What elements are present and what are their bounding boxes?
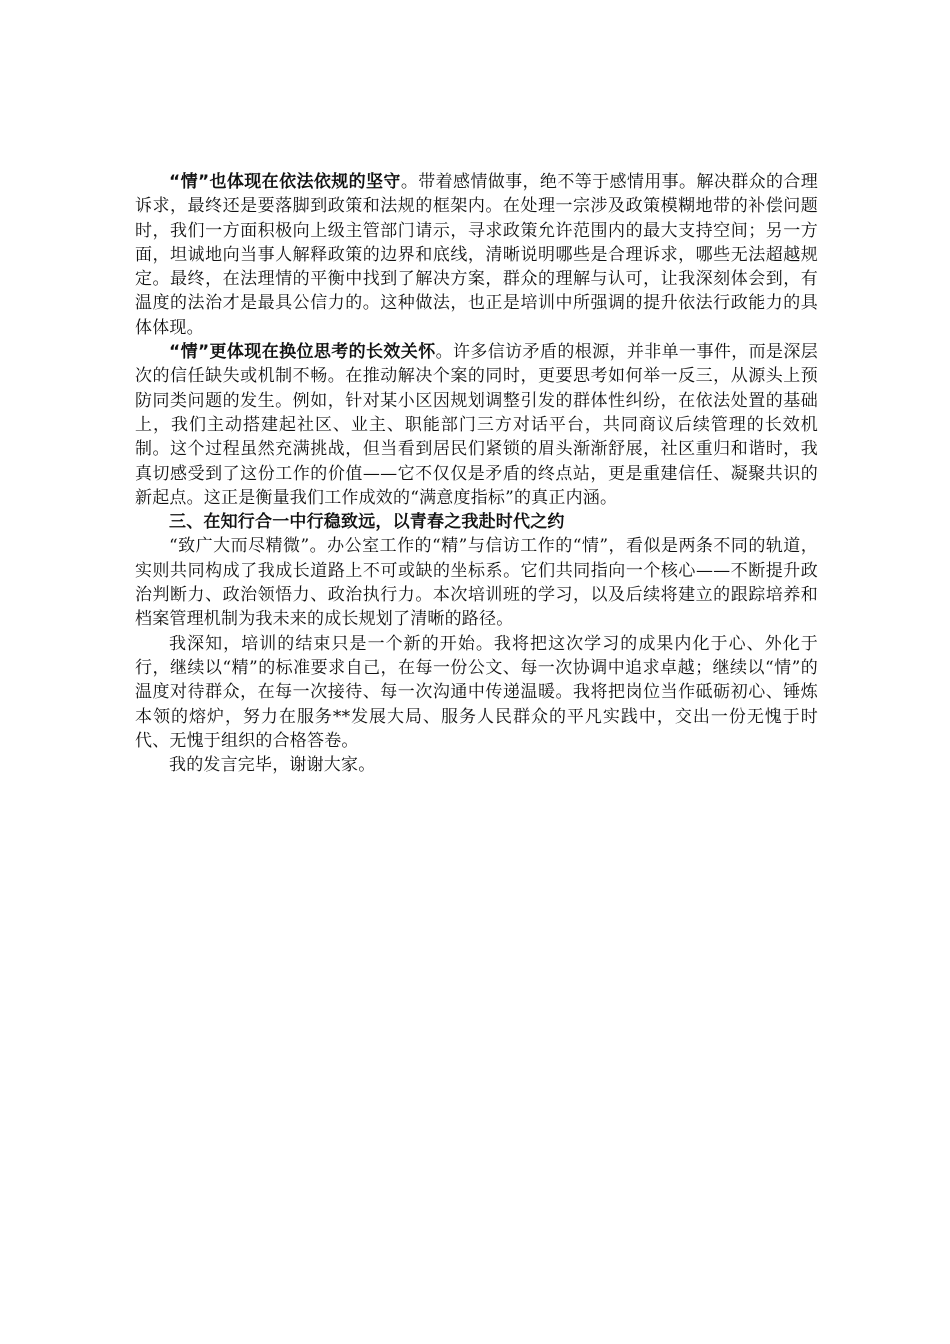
paragraph-coordinate-system: “致广大而尽精微”。办公室工作的“精”与信访工作的“情”，看似是两条不同的轨道，实则共同构成了我成长道路上不可或缺的坐标系。它们共同指向一个核心——不断提升政治判断力、政治领悟力、政治执行力。本次培训班的学习，以及后续将建立的跟踪培养和档案管理机制为我未来的成长规划了清晰的路径。 <box>135 536 818 630</box>
paragraph-lead-bold: “情”更体现在换位思考的长效关怀 <box>169 342 436 363</box>
paragraph-text: 。带着感情做事，绝不等于感情用事。解决群众的合理诉求，最终还是要落脚到政策和法规的框架内。在处理一宗涉及政策模糊地带的补偿问题时，我们一方面积极向上级主管部门请示，寻求政策允许范围内的最大支持空间；另一方面，坦诚地向当事人解释政策的边界和底线，清晰说明哪些是合理诉求，哪些无法超越规定。最终，在法理情的平衡中找到了解决方案，群众的理解与认可，让我深刻体会到，有温度的法治才是最具公信力的。这种做法，也正是培训中所强调的提升依法行政能力的具体体现。 <box>135 172 818 338</box>
paragraph-law-compliance <box>135 170 818 340</box>
paragraph-lead-bold: “情”也体现在依法依规的坚守 <box>169 172 401 192</box>
paragraph-long-term-care <box>135 340 818 510</box>
document-body <box>135 170 818 777</box>
paragraph-text: 。许多信访矛盾的根源，并非单一事件，而是深层次的信任缺失或机制不畅。在推动解决个案的同时，更要思考如何举一反三，从源头上预防同类问题的发生。例如，针对某小区因规划调整引发的群体性纠纷，在依法处置的基础上，我们主动搭建起社区、业主、职能部门三方对话平台，共同商议后续管理的长效机制。这个过程虽然充满挑战，但当看到居民们紧锁的眉头渐渐舒展，社区重归和谐时，我真切感受到了这份工作的价值——它不仅仅是矛盾的终点站，更是重建信任、凝聚共识的新起点。这正是衡量我们工作成效的“满意度指标”的真正内涵。 <box>135 342 818 508</box>
paragraph-new-beginning: 我深知，培训的结束只是一个新的开始。我将把这次学习的成果内化于心、外化于行，继续以“精”的标准要求自己，在每一份公文、每一次协调中追求卓越；继续以“情”的温度对待群众，在每一次接待、每一次沟通中传递温暖。我将把岗位当作砥砺初心、锤炼本领的熔炉，努力在服务**发展大局、服务人民群众的平凡实践中，交出一份无愧于时代、无愧于组织的合格答卷。 <box>135 633 818 751</box>
paragraph-closing: 我的发言完毕，谢谢大家。 <box>169 755 376 776</box>
section-heading-three: 三、在知行合一中行稳致远，以青春之我赴时代之约 <box>169 512 565 533</box>
